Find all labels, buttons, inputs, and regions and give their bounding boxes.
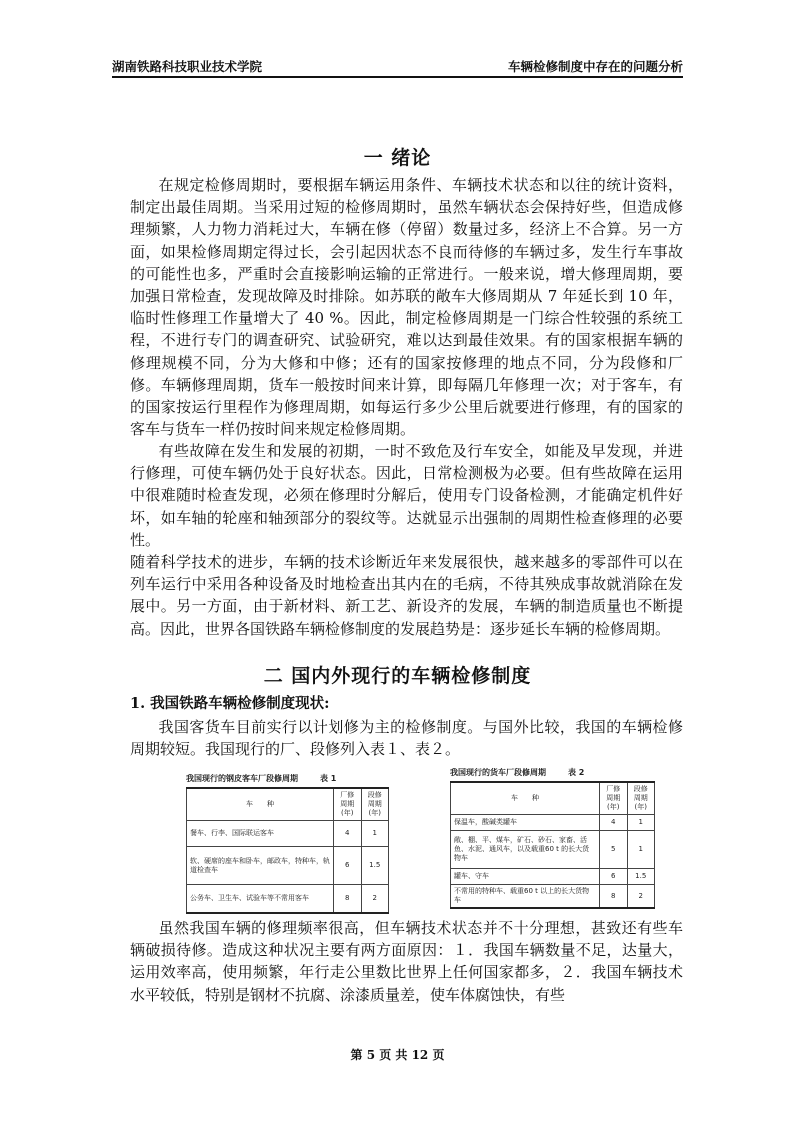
table-1-header-depot: 段修周期(年) [361, 788, 389, 821]
header-thesis-title: 车辆检修制度中存在的问题分析 [507, 59, 683, 74]
paragraph-intro-tables: 我国客货车目前实行以计划修为主的检修制度。与国外比较，我国的车辆检修周期较短。我国现行的厂、段修列入表１、表２。 [130, 718, 683, 759]
table-2-header-type: 车 种 [451, 782, 600, 815]
paragraph-after-tables: 虽然我国车辆的修理频率很高，但车辆技术状态并不十分理想，甚致还有些车辆破损待修。造成这种状况主要有两方面原因：１．我国车辆数量不足，达量大，运用效率高，使用频繁，年行走公里数比世界上任何国家都多，２．我国车辆技术水平较低，特别是钢材不抗腐、涂漆质量差，使车体腐蚀快，有些 [130, 919, 683, 1004]
header-institution: 湖南铁路科技职业技术学院 [112, 59, 263, 74]
table-row: 餐车、行李、国际联运客车 4 1 [187, 821, 389, 847]
table-2-caption: 我国现行的货车厂段修周期 表 2 [450, 768, 585, 777]
page-number: 第 5 页 共 12 页 [350, 1048, 445, 1062]
table-1 [186, 773, 389, 914]
table-row: 软、硬席的座车和卧车，邮政车，特种车，轨道检查车 6 1.5 [187, 847, 389, 885]
table-row: 公务车、卫生车、试验车等不常用客车 8 2 [187, 885, 389, 913]
paragraph-1: 在规定检修周期时，要根据车辆运用条件、车辆技术状态和以往的统计资料，制定出最佳周期。当采用过短的检修周期时，虽然车辆状态会保持好些，但造成修理频繁，人力物力消耗过大，车辆在修（停留）数量过多，经济上不合算。另一方面，如果检修周期定得过长，会引起因状态不良而待修的车辆过多，发生行车事故的可能性也多，严重时会直接影响运输的正常进行。一般来说，增大修理周期，要加强日常检查，发现故障及时排除。如苏联的敞车大修周期从 7 年延长到 10 年，临时性修理工作量增大了 40 %。因此，制定检修周期是一门综合性较强的系统工程，不进行专门的调查研究、试验研究，难以达到最佳效果。有的国家根据车辆的修理规模不同，分为大修和中修；还有的国家按修理的地点不同，分为段修和厂修。车辆修理周期，货车一般按时间来计算，即每隔几年修理一次；对于客车，有的国家按运行里程作为修理周期，如每运行多少公里后就要进行修理，有的国家的客车与货车一样仍按时间来规定检修周期。 [130, 176, 683, 439]
table-2-header-depot: 段修周期(年) [627, 782, 655, 815]
section-heading-intro: 一 绪论 [363, 147, 432, 169]
table-row: 不常用的特种车、载重60 t 以上的长大货物车 8 2 [451, 885, 655, 909]
table-1-header-type: 车 种 [187, 788, 334, 821]
section-heading-systems: 二 国内外现行的车辆检修制度 [263, 665, 532, 687]
table-row: 罐车、守车 6 1.5 [451, 869, 655, 885]
table-row: 保温车，酸碱类罐车 4 1 [451, 815, 655, 831]
header-rule [112, 76, 683, 78]
table-1-header-factory: 厂修周期(年) [334, 788, 362, 821]
subsection-heading: 1. 我国铁路车辆检修制度现状: [130, 695, 330, 712]
table-row: 敞、棚、平、煤车，矿石、砂石、家畜、活鱼、水泥、通风车，以及载重60 t 的长大货物车 5 1 [451, 831, 655, 869]
table-1-caption: 我国现行的钢皮客车厂段修周期 表 1 [186, 774, 337, 783]
running-header [112, 57, 683, 75]
paragraph-2: 有些故障在发生和发展的初期，一时不致危及行车安全，如能及早发现，并进行修理，可使车辆仍处于良好状态。因此，日常检测极为必要。但有些故障在运用中很难随时检查发现，必须在修理时分解后，使用专门设备检测，才能确定机件好坏，如车轴的轮座和轴颈部分的裂纹等。达就显示出强制的周期性检查修理的必要性。 [130, 442, 683, 549]
table-2 [450, 767, 655, 909]
paragraph-3: 随着科学技术的进步，车辆的技术诊断近年来发展很快，越来越多的零部件可以在列车运行中采用各种设备及时地检查出其内在的毛病，不待其殃成事故就消除在发展中。另一方面，由于新材料、新工艺、新设齐的发展，车辆的制造质量也不断提高。因此，世界各国铁路车辆检修制度的发展趋势是：逐步延长车辆的检修周期。 [130, 553, 683, 638]
table-2-header-factory: 厂修周期(年) [600, 782, 628, 815]
